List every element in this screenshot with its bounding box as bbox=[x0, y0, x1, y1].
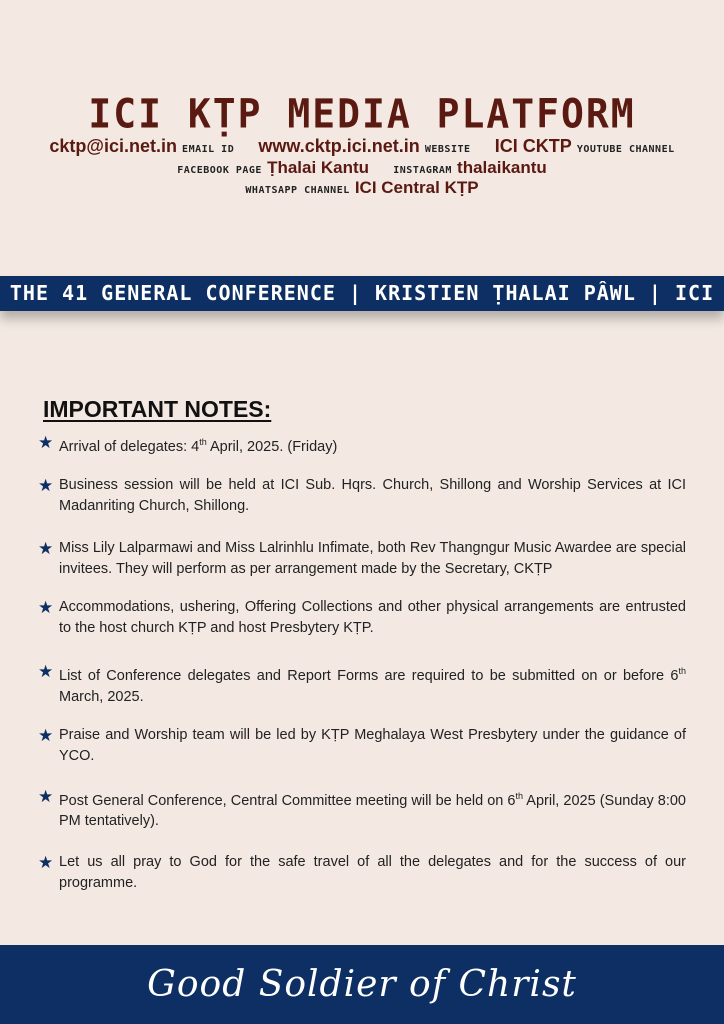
star-icon: ★ bbox=[38, 475, 54, 495]
facebook-label: FACEBOOK PAGE bbox=[177, 165, 262, 176]
youtube-label: YOUTUBE CHANNEL bbox=[576, 144, 675, 155]
star-icon: ★ bbox=[38, 786, 54, 806]
instagram-handle[interactable]: thalaikantu bbox=[457, 158, 547, 177]
star-icon: ★ bbox=[38, 597, 54, 617]
email-address[interactable]: cktp@ici.net.in bbox=[49, 136, 177, 156]
footer-slogan: Good Soldier of Christ bbox=[147, 964, 577, 1005]
notes-list bbox=[38, 432, 686, 894]
star-icon: ★ bbox=[38, 725, 54, 745]
note-item: ★ Miss Lily Lalparmawi and Miss Lalrinhlu Infimate, both Rev Thangngur Music Awardee are special invitees. They will perform as per arrangement made by the Secretary, CKṬP bbox=[38, 538, 686, 577]
media-platform-header bbox=[0, 0, 724, 260]
whatsapp-channel-name[interactable]: ICI Central KṬP bbox=[354, 178, 479, 197]
star-icon: ★ bbox=[38, 538, 54, 558]
contact-line-3 bbox=[0, 178, 724, 198]
website-label: WEBSITE bbox=[424, 144, 471, 155]
note-item: ★ List of Conference delegates and Report Forms are required to be submitted on or before 6th March, 2025. bbox=[38, 661, 686, 705]
facebook-page-name[interactable]: Ṭhalai Kantu bbox=[267, 158, 370, 177]
contact-line-2 bbox=[0, 158, 724, 178]
note-item: ★ Post General Conference, Central Committee meeting will be held on 6th April, 2025 (Sunday 8:00 PM tentatively). bbox=[38, 786, 686, 830]
star-icon: ★ bbox=[38, 433, 54, 452]
star-icon: ★ bbox=[38, 661, 54, 681]
whatsapp-label: WHATSAPP CHANNEL bbox=[245, 185, 350, 196]
youtube-channel-name[interactable]: ICI CKTP bbox=[494, 136, 572, 156]
conference-banner bbox=[0, 276, 724, 311]
notes-heading: IMPORTANT NOTES: bbox=[43, 396, 272, 422]
note-item: ★ Arrival of delegates: 4th April, 2025. (Friday) bbox=[38, 433, 338, 455]
footer-banner bbox=[0, 945, 724, 1024]
note-item: ★ Accommodations, ushering, Offering Collections and other physical arrangements are entrusted to the host church KṬP and host Presbytery KṬP. bbox=[38, 597, 686, 636]
star-icon: ★ bbox=[38, 853, 54, 873]
contact-line-1 bbox=[0, 136, 724, 157]
website-address[interactable]: www.cktp.ici.net.in bbox=[258, 136, 420, 156]
note-item: ★ Business session will be held at ICI Sub. Hqrs. Church, Shillong and Worship Services at ICI Madanriting Church, Shillong. bbox=[38, 475, 686, 514]
instagram-label: INSTAGRAM bbox=[393, 165, 452, 176]
note-item: ★ Let us all pray to God for the safe travel of all the delegates and for the success of our programme. bbox=[38, 853, 686, 892]
page-title: ICI KṬP MEDIA PLATFORM bbox=[88, 90, 636, 138]
note-item: ★ Praise and Worship team will be led by KṬP Meghalaya West Presbytery under the guidance of YCO. bbox=[38, 725, 686, 764]
conference-banner-text: THE 41 GENERAL CONFERENCE | KRISTIEN ṬHALAI PÂWL | ICI bbox=[9, 281, 715, 305]
email-label: EMAIL ID bbox=[182, 144, 235, 155]
